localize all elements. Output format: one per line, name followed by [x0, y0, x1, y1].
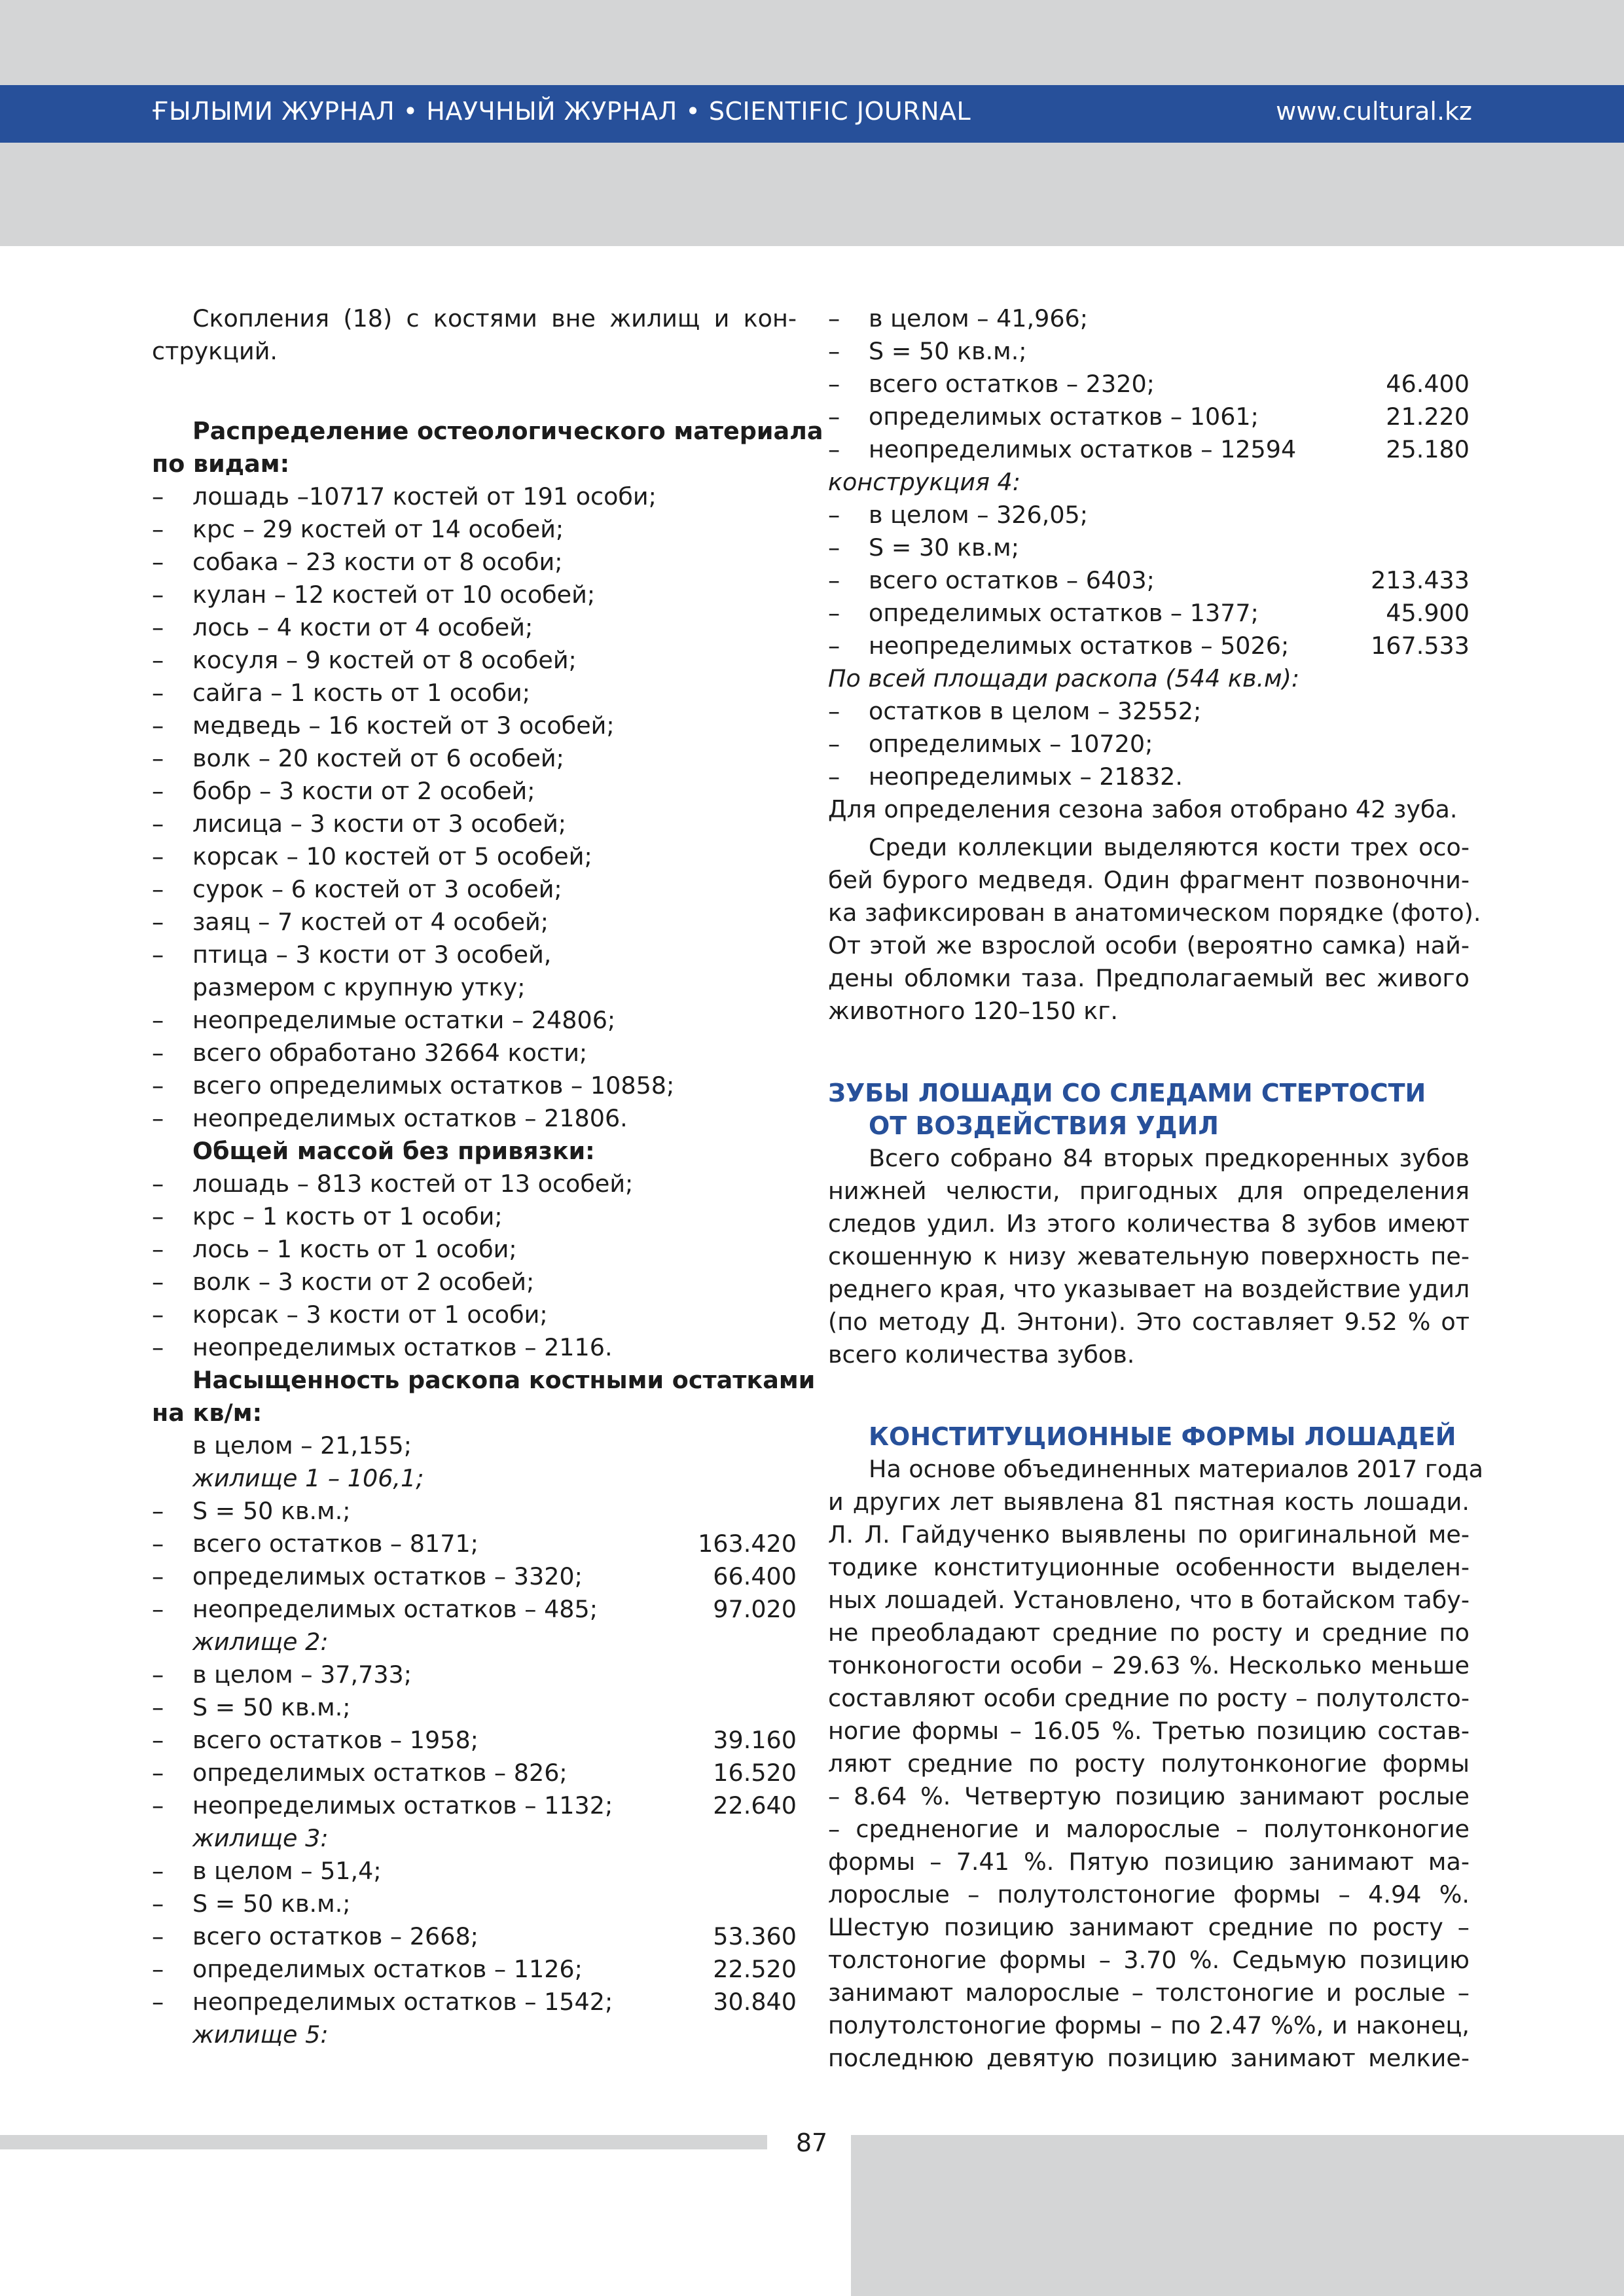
- dash-bullet: –: [828, 566, 840, 594]
- dwelling-title: жилище 5:: [192, 2020, 329, 2049]
- dash-bullet: –: [152, 1104, 164, 1132]
- list-item-text: определимых остатков – 3320;: [192, 1562, 583, 1590]
- conformation-paragraph-line: последнюю девятую позицию занимают мелкие-: [828, 2044, 1470, 2072]
- conformation-paragraph-line: ных лошадей. Установлено, что в ботайском табу-: [828, 1586, 1470, 1614]
- density-value: 167.533: [1371, 632, 1470, 660]
- dash-bullet: –: [152, 1202, 164, 1230]
- total-item: [152, 1004, 797, 1037]
- list-item-text: определимых остатков – 1061;: [869, 403, 1259, 431]
- dash-bullet: –: [828, 304, 840, 332]
- mass-item: [152, 1331, 797, 1364]
- dash-bullet: –: [828, 501, 840, 529]
- dash-bullet: –: [152, 1890, 164, 1918]
- data-row: [152, 1724, 797, 1757]
- footer-bar: [0, 2135, 767, 2149]
- dash-bullet: –: [152, 908, 164, 936]
- species-item: [152, 513, 797, 546]
- list-item-text: неопределимых остатков – 12594: [869, 435, 1297, 463]
- list-item-text: всего остатков – 6403;: [869, 566, 1155, 594]
- density-value: 163.420: [698, 1530, 797, 1558]
- list-item-text: медведь – 16 костей от 3 особей;: [192, 711, 615, 740]
- list-item-text: заяц – 7 костей от 4 особей;: [192, 908, 549, 936]
- conformation-paragraph-line: и других лет выявлена 81 пястная кость лошади.: [828, 1488, 1470, 1516]
- dash-bullet: –: [828, 403, 840, 431]
- dash-bullet: –: [152, 1170, 164, 1198]
- density-value: 46.400: [1386, 370, 1470, 398]
- data-row: [828, 335, 1470, 368]
- conformation-paragraph-line: лорослые – полутолстоногие формы – 4.94 %.: [828, 1880, 1470, 1909]
- data-row: [152, 1659, 797, 1691]
- area-item: [828, 695, 1470, 728]
- dash-bullet: –: [152, 515, 164, 543]
- data-row: [828, 531, 1470, 564]
- density-value: 22.640: [713, 1791, 797, 1820]
- overall-density: в целом – 21,155;: [192, 1431, 412, 1460]
- spacer: [828, 1028, 1470, 1077]
- list-item-text: в целом – 37,733;: [192, 1660, 412, 1689]
- dwelling-title: жилище 3:: [192, 1824, 329, 1852]
- species-item: [152, 873, 797, 906]
- mass-item: [152, 1200, 797, 1233]
- density-value: 30.840: [713, 1988, 797, 2016]
- data-row: [152, 1757, 797, 1789]
- dash-bullet: –: [152, 941, 164, 969]
- intro-line: Скопления (18) с костями вне жилищ и кон-: [192, 304, 797, 332]
- spacer: [152, 368, 797, 415]
- list-item-text: остатков в целом – 32552;: [869, 697, 1202, 725]
- dash-bullet: –: [152, 646, 164, 674]
- total-item: [152, 1069, 797, 1102]
- data-row: [152, 1986, 797, 2018]
- bit-wear-paragraph-line: нижней челюсти, пригодных для определения: [828, 1177, 1470, 1205]
- data-row: [152, 1888, 797, 1920]
- density-value: 16.520: [713, 1759, 797, 1787]
- list-item-text: бобр – 3 кости от 2 особей;: [192, 777, 535, 805]
- area-title: По всей площади раскопа (544 кв.м):: [828, 664, 1300, 692]
- list-item-text: неопределимых остатков – 21806.: [192, 1104, 628, 1132]
- list-item-text: определимых остатков – 1377;: [869, 599, 1259, 627]
- conformation-paragraph-line: – 8.64 %. Четвертую позицию занимают рослые: [828, 1782, 1470, 1810]
- list-item-text: неопределимых – 21832.: [869, 762, 1183, 791]
- website-link[interactable]: www.cultural.kz: [1276, 97, 1472, 126]
- species-item: [152, 742, 797, 775]
- list-item-text: всего остатков – 2668;: [192, 1922, 478, 1950]
- bear-paragraph-line: ка зафиксирован в анатомическом порядке (фото).: [828, 899, 1481, 927]
- section-heading-bit-wear: ОТ ВОЗДЕЙСТВИЯ УДИЛ: [869, 1111, 1219, 1140]
- data-row: [828, 302, 1470, 335]
- list-item-text: S = 50 кв.м.;: [192, 1890, 351, 1918]
- bear-paragraph-line: Среди коллекции выделяются кости трех осо-: [869, 833, 1470, 861]
- list-item-text: определимых остатков – 1126;: [192, 1955, 583, 1983]
- bit-wear-paragraph-line: следов удил. Из этого количества 8 зубов имеют: [828, 1210, 1470, 1238]
- section-heading: Насыщенность раскопа костными остатками: [192, 1366, 816, 1394]
- species-item: [152, 644, 797, 677]
- list-item-text: неопределимых остатков – 1132;: [192, 1791, 613, 1820]
- list-item-text: S = 50 кв.м.;: [192, 1693, 351, 1721]
- data-row: [828, 368, 1470, 401]
- dash-bullet: –: [828, 435, 840, 463]
- density-value: 213.433: [1371, 566, 1470, 594]
- list-item-text: неопределимые остатки – 24806;: [192, 1006, 616, 1034]
- list-item-text: крс – 29 костей от 14 особей;: [192, 515, 564, 543]
- data-row: [828, 433, 1470, 466]
- section-heading-bit-wear: ЗУБЫ ЛОШАДИ СО СЛЕДАМИ СТЕРТОСТИ: [828, 1079, 1426, 1107]
- mass-item: [152, 1299, 797, 1331]
- list-item-text: всего определимых остатков – 10858;: [192, 1071, 675, 1100]
- list-item-text: неопределимых остатков – 1542;: [192, 1988, 613, 2016]
- dash-bullet: –: [828, 370, 840, 398]
- area-item: [828, 761, 1470, 793]
- left-column: [152, 302, 823, 2051]
- list-item-text: S = 50 кв.м.;: [869, 337, 1027, 365]
- section-heading: Общей массой без привязки:: [192, 1137, 595, 1165]
- list-item-text: лошадь – 813 костей от 13 особей;: [192, 1170, 634, 1198]
- section-heading: по видам:: [152, 450, 290, 478]
- dash-bullet: –: [152, 1660, 164, 1689]
- bit-wear-paragraph-line: реднего края, что указывает на воздействие удил: [828, 1275, 1470, 1303]
- footer-gray-block: [851, 2135, 1624, 2296]
- dwelling-title: жилище 1 – 106,1;: [192, 1464, 424, 1492]
- species-item: [152, 709, 797, 742]
- list-item-text: всего остатков – 1958;: [192, 1726, 478, 1754]
- section-heading: Распределение остеологического материала: [192, 417, 823, 445]
- list-item-text: косуля – 9 костей от 8 особей;: [192, 646, 577, 674]
- dash-bullet: –: [152, 842, 164, 870]
- page-number: 87: [795, 2128, 828, 2157]
- conformation-paragraph-line: тонконогости особи – 29.63 %. Несколько меньше: [828, 1651, 1470, 1679]
- list-item-text: всего остатков – 8171;: [192, 1530, 478, 1558]
- list-item-text: неопределимых остатков – 485;: [192, 1595, 598, 1623]
- bear-paragraph-line: животного 120–150 кг.: [828, 997, 1119, 1025]
- conformation-paragraph-line: полутолстоногие формы – по 2.47 %%, и наконец,: [828, 2011, 1470, 2039]
- list-item-text: волк – 20 костей от 6 особей;: [192, 744, 564, 772]
- density-value: 39.160: [713, 1726, 797, 1754]
- data-row: [828, 564, 1470, 597]
- list-item-text: неопределимых остатков – 2116.: [192, 1333, 613, 1361]
- species-item: [152, 939, 797, 971]
- data-row: [828, 499, 1470, 531]
- conformation-paragraph-line: занимают малорослые – толстоногие и рослые –: [828, 1979, 1470, 2007]
- species-item: [152, 906, 797, 939]
- dash-bullet: –: [152, 1333, 164, 1361]
- data-row: [152, 1560, 797, 1593]
- conformation-paragraph-line: ногие формы – 16.05 %. Третью позицию состав-: [828, 1717, 1470, 1745]
- dash-bullet: –: [152, 1300, 164, 1329]
- conformation-paragraph-line: ляют средние по росту полутонконогие формы: [828, 1749, 1470, 1778]
- conformation-paragraph-line: формы – 7.41 %. Пятую позицию занимают ма-: [828, 1848, 1470, 1876]
- list-item-text: корсак – 3 кости от 1 особи;: [192, 1300, 548, 1329]
- mass-item: [152, 1168, 797, 1200]
- dash-bullet: –: [152, 1562, 164, 1590]
- dash-bullet: –: [828, 762, 840, 791]
- data-row: [152, 1855, 797, 1888]
- data-row: [152, 1953, 797, 1986]
- conformation-paragraph-line: – средненогие и малорослые – полутонконогие: [828, 1815, 1470, 1843]
- intro-line: струкций.: [152, 337, 278, 365]
- dash-bullet: –: [152, 1595, 164, 1623]
- total-item: [152, 1037, 797, 1069]
- list-item-text: лось – 1 кость от 1 особи;: [192, 1235, 517, 1263]
- data-row: [828, 597, 1470, 630]
- dash-bullet: –: [152, 744, 164, 772]
- bit-wear-paragraph-line: Всего собрано 84 вторых предкоренных зубов: [869, 1144, 1470, 1172]
- section-heading-conformation: КОНСТИТУЦИОННЫЕ ФОРМЫ ЛОШАДЕЙ: [869, 1422, 1456, 1451]
- dash-bullet: –: [152, 711, 164, 740]
- data-row: [152, 1691, 797, 1724]
- journal-header-band: [0, 85, 1624, 143]
- section-heading: на кв/м:: [152, 1399, 262, 1427]
- data-row: [152, 1593, 797, 1626]
- total-item: [152, 1102, 797, 1135]
- dash-bullet: –: [152, 1791, 164, 1820]
- list-item-text: всего обработано 32664 кости;: [192, 1039, 588, 1067]
- dwelling-title: жилище 2:: [192, 1628, 329, 1656]
- list-item-text: лошадь –10717 костей от 191 особи;: [192, 482, 657, 511]
- list-item-text: в целом – 326,05;: [869, 501, 1089, 529]
- list-item-text: птица – 3 кости от 3 особей,: [192, 941, 552, 969]
- bear-paragraph-line: бей бурого медведя. Один фрагмент позвоночни-: [828, 866, 1470, 894]
- density-value: 53.360: [713, 1922, 797, 1950]
- dash-bullet: –: [828, 632, 840, 660]
- list-item-text: кулан – 12 костей от 10 особей;: [192, 581, 596, 609]
- data-row: [828, 401, 1470, 433]
- dash-bullet: –: [828, 697, 840, 725]
- species-item: [152, 775, 797, 808]
- species-item: [152, 840, 797, 873]
- list-item-text: S = 30 кв.м;: [869, 533, 1019, 562]
- bear-paragraph-line: дены обломки таза. Предполагаемый вес живого: [828, 964, 1470, 992]
- dash-bullet: –: [152, 1497, 164, 1525]
- dash-bullet: –: [152, 1857, 164, 1885]
- list-item-text: собака – 23 кости от 8 особи;: [192, 548, 563, 576]
- spacer: [828, 826, 1470, 831]
- right-column: [828, 302, 1483, 2075]
- list-item-text: в целом – 41,966;: [869, 304, 1089, 332]
- mass-item: [152, 1233, 797, 1266]
- bear-paragraph-line: От этой же взрослой особи (вероятно самка) най-: [828, 931, 1470, 960]
- dash-bullet: –: [152, 482, 164, 511]
- list-item-continuation: размером с крупную утку;: [192, 973, 526, 1001]
- conformation-paragraph-line: На основе объединенных материалов 2017 года: [869, 1455, 1483, 1483]
- dash-bullet: –: [152, 1726, 164, 1754]
- conformation-paragraph-line: Шестую позицию занимают средние по росту –: [828, 1913, 1470, 1941]
- dash-bullet: –: [152, 1006, 164, 1034]
- data-row: [152, 1920, 797, 1953]
- bit-wear-paragraph-line: всего количества зубов.: [828, 1340, 1135, 1369]
- list-item-text: S = 50 кв.м.;: [192, 1497, 351, 1525]
- dash-bullet: –: [152, 875, 164, 903]
- density-value: 45.900: [1386, 599, 1470, 627]
- mass-item: [152, 1266, 797, 1299]
- list-item-text: сурок – 6 костей от 3 особей;: [192, 875, 562, 903]
- dash-bullet: –: [828, 599, 840, 627]
- spacer: [828, 1371, 1470, 1420]
- bit-wear-paragraph-line: скошенную к низу жевательную поверхность пе-: [828, 1242, 1470, 1270]
- conformation-paragraph-line: толстоногие формы – 3.70 %. Седьмую позицию: [828, 1946, 1470, 1974]
- construction-title: конструкция 4:: [828, 468, 1021, 496]
- dash-bullet: –: [152, 777, 164, 805]
- species-item: [152, 546, 797, 579]
- list-item-text: лось – 4 кости от 4 особей;: [192, 613, 533, 641]
- list-item-text: определимых остатков – 826;: [192, 1759, 568, 1787]
- species-item: [152, 677, 797, 709]
- list-item-text: крс – 1 кость от 1 особи;: [192, 1202, 503, 1230]
- species-item: [152, 579, 797, 611]
- dash-bullet: –: [152, 1268, 164, 1296]
- list-item-text: лисица – 3 кости от 3 особей;: [192, 810, 567, 838]
- dash-bullet: –: [152, 581, 164, 609]
- density-value: 22.520: [713, 1955, 797, 1983]
- journal-title: ҒЫЛЫМИ ЖУРНАЛ • НАУЧНЫЙ ЖУРНАЛ • SCIENTIFIC JOURNAL: [152, 97, 971, 126]
- data-row: [152, 1528, 797, 1560]
- dash-bullet: –: [152, 1693, 164, 1721]
- conformation-paragraph-line: Л. Л. Гайдученко выявлены по оригинальной ме-: [828, 1520, 1470, 1549]
- dash-bullet: –: [152, 679, 164, 707]
- conformation-paragraph-line: тодике конституционные особенности выделен-: [828, 1553, 1470, 1581]
- species-item: [152, 808, 797, 840]
- list-item-text: определимых – 10720;: [869, 730, 1153, 758]
- density-value: 25.180: [1386, 435, 1470, 463]
- bit-wear-paragraph-line: (по методу Д. Энтони). Это составляет 9.52 % от: [828, 1308, 1470, 1336]
- species-item: [152, 611, 797, 644]
- data-row: [152, 1789, 797, 1822]
- density-value: 97.020: [713, 1595, 797, 1623]
- list-item-text: неопределимых остатков – 5026;: [869, 632, 1290, 660]
- conformation-paragraph-line: составляют особи средние по росту – полутолсто-: [828, 1684, 1470, 1712]
- dash-bullet: –: [152, 810, 164, 838]
- dash-bullet: –: [152, 1530, 164, 1558]
- teeth-sample-line: Для определения сезона забоя отобрано 42 зуба.: [828, 795, 1458, 823]
- dash-bullet: –: [152, 1922, 164, 1950]
- area-item: [828, 728, 1470, 761]
- dash-bullet: –: [152, 548, 164, 576]
- conformation-paragraph-line: не преобладают средние по росту и средние по: [828, 1619, 1470, 1647]
- dash-bullet: –: [152, 1988, 164, 2016]
- density-value: 66.400: [713, 1562, 797, 1590]
- data-row: [828, 630, 1470, 662]
- dash-bullet: –: [152, 1039, 164, 1067]
- data-row: [152, 1495, 797, 1528]
- list-item-text: в целом – 51,4;: [192, 1857, 382, 1885]
- dash-bullet: –: [828, 533, 840, 562]
- list-item-text: всего остатков – 2320;: [869, 370, 1155, 398]
- list-item-text: корсак – 10 костей от 5 особей;: [192, 842, 592, 870]
- dash-bullet: –: [828, 730, 840, 758]
- dash-bullet: –: [152, 1071, 164, 1100]
- dash-bullet: –: [152, 1955, 164, 1983]
- species-item: [152, 480, 797, 513]
- dash-bullet: –: [828, 337, 840, 365]
- dash-bullet: –: [152, 1759, 164, 1787]
- density-value: 21.220: [1386, 403, 1470, 431]
- list-item-text: сайга – 1 кость от 1 особи;: [192, 679, 531, 707]
- list-item-text: волк – 3 кости от 2 особей;: [192, 1268, 535, 1296]
- dash-bullet: –: [152, 613, 164, 641]
- dash-bullet: –: [152, 1235, 164, 1263]
